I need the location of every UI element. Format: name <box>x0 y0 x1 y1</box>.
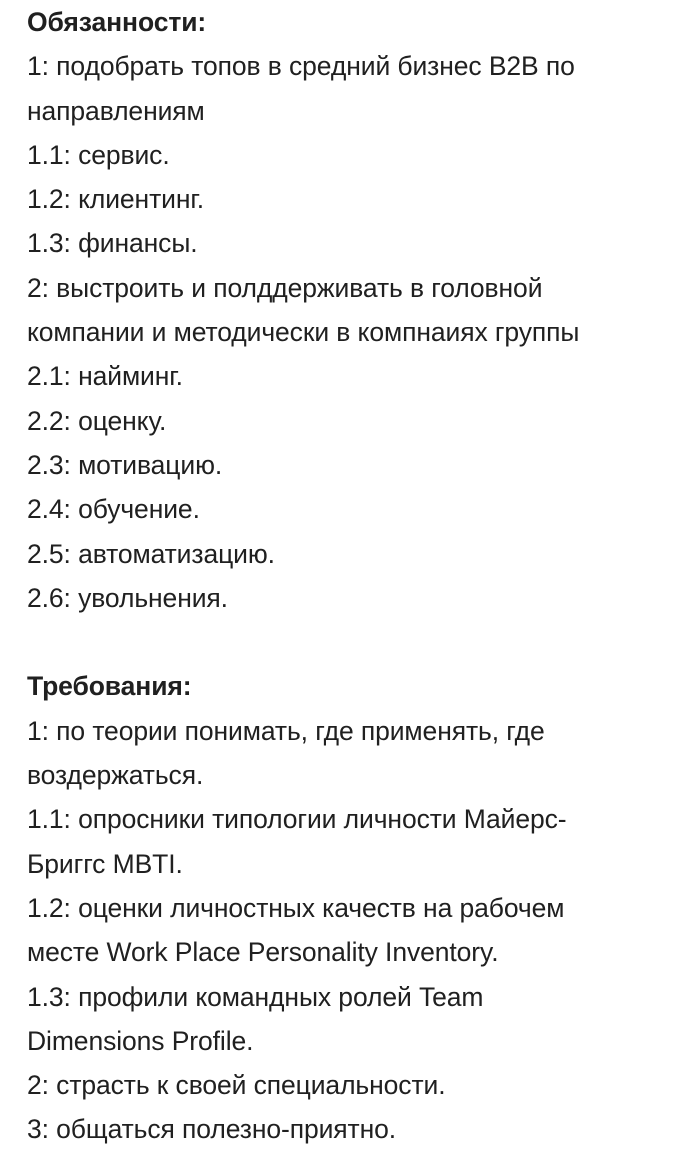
duties-line: 2.4: обучение. <box>27 494 200 525</box>
duties-line: 1.2: клиентинг. <box>27 184 204 215</box>
requirements-line: Бриггс MBTI. <box>27 848 183 879</box>
duties-line: 1.3: финансы. <box>27 228 198 259</box>
duties-line: 2.5: автоматизацию. <box>27 538 275 569</box>
requirements-heading: Требования: <box>27 671 192 702</box>
requirements-line: 3: общаться полезно-приятно. <box>27 1114 397 1145</box>
requirements-line: 1.3: профили командных ролей Team <box>27 981 484 1012</box>
requirements-line: воздержаться. <box>27 760 204 791</box>
duties-line: 2.2: оценку. <box>27 405 167 436</box>
requirements-line: месте Work Place Personality Inventory. <box>27 937 499 968</box>
duties-line: 2.3: мотивацию. <box>27 449 223 480</box>
duties-heading: Обязанности: <box>27 7 207 37</box>
requirements-line: 2: страсть к своей специальности. <box>27 1070 446 1101</box>
section-spacer <box>27 620 687 664</box>
duties-line: 2: выстроить и полддерживать в головной <box>27 272 543 303</box>
duties-line: 2.6: увольнения. <box>27 582 228 613</box>
requirements-line: 1.1: опросники типологии личности Майерс- <box>27 804 567 835</box>
duties-section <box>27 0 687 620</box>
requirements-line: Dimensions Profile. <box>27 1025 254 1056</box>
duties-line: компании и методически в компнаиях группы <box>27 317 580 348</box>
requirements-section <box>27 664 687 1151</box>
duties-line: 1: подобрать топов в средний бизнес B2B по <box>27 51 575 82</box>
job-description-document <box>27 0 687 1152</box>
duties-line: направлениям <box>27 95 205 126</box>
duties-line: 1.1: сервис. <box>27 139 170 170</box>
requirements-line: 1.2: оценки личностных качеств на рабочем <box>27 892 565 923</box>
duties-line: 2.1: найминг. <box>27 361 183 392</box>
requirements-line: 1: по теории понимать, где применять, где <box>27 715 545 746</box>
